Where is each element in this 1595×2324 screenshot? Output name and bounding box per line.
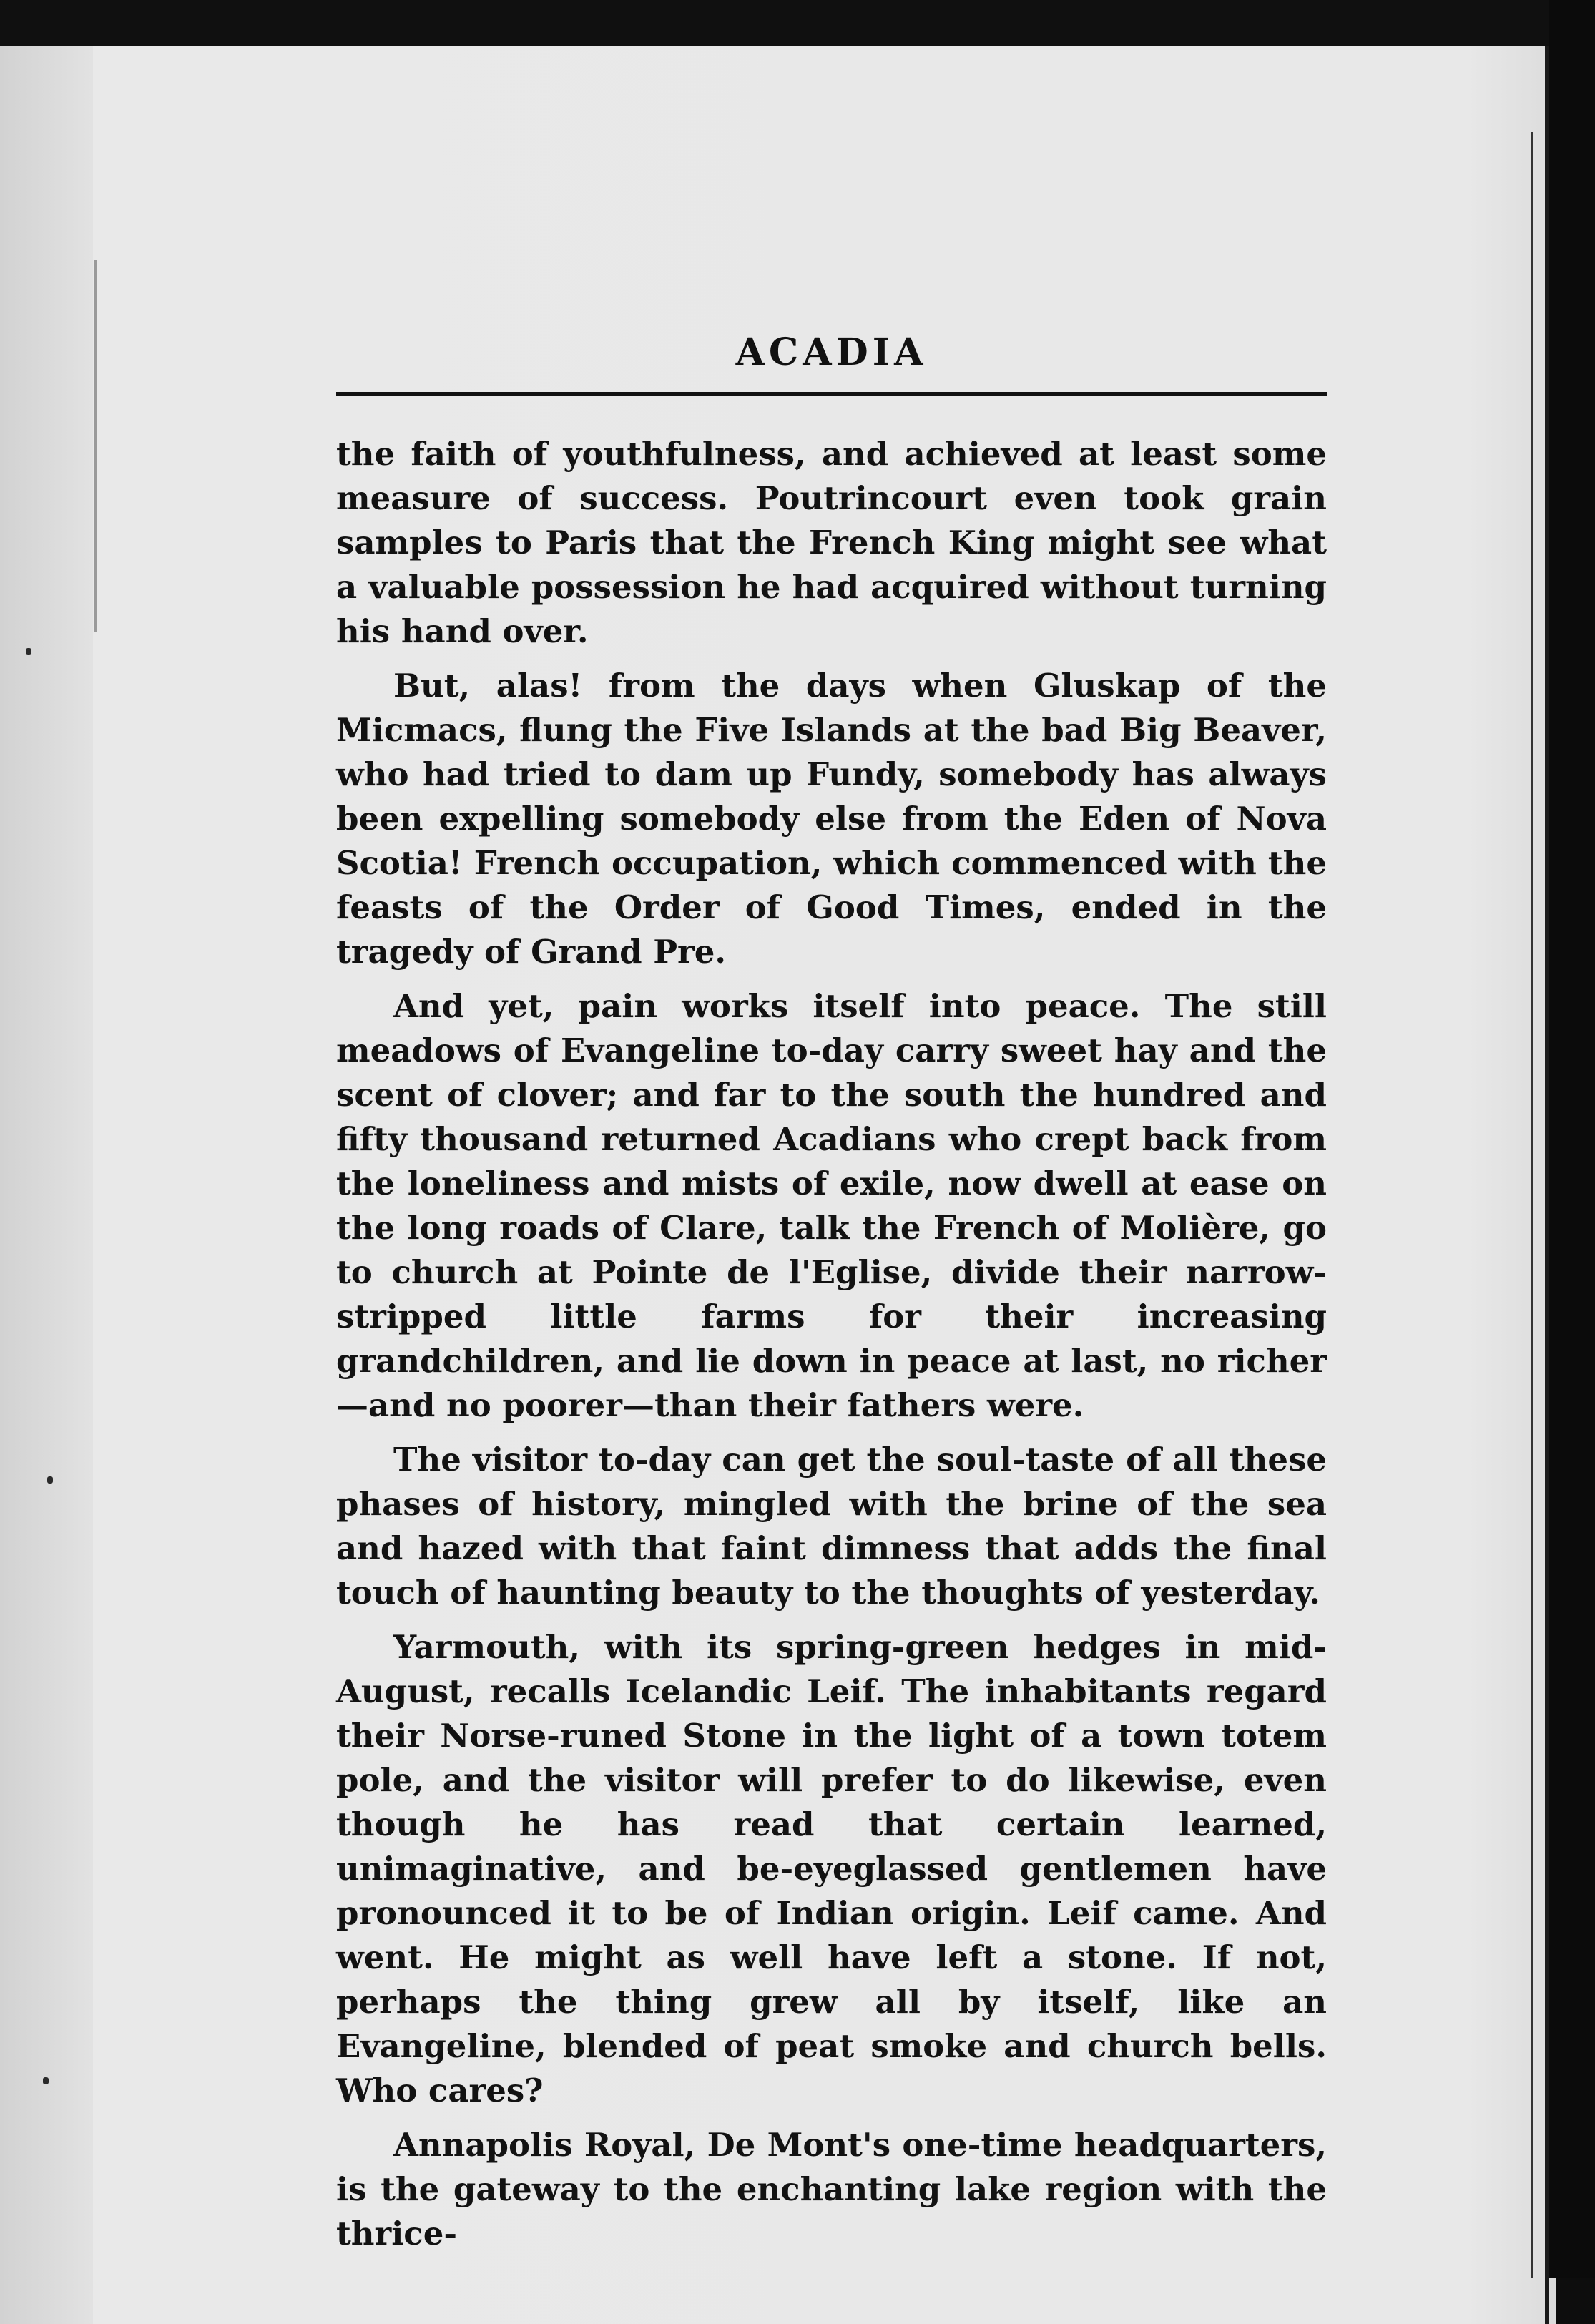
- page-edge-shadow: [1531, 132, 1533, 2278]
- paragraph-2: But, alas! from the days when Gluskap of the Micmacs, flung the Five Islands at the bad Big Beaver, who had tried to dam up Fundy, somebody has always been expelling somebody else from the Eden of Nova Scotia! French occupation, which commenced with the feasts of the Order of Good Times, ended in the tragedy of Grand Pre.: [336, 667, 1327, 971]
- paragraph-5: Yarmouth, with its spring-green hedges in mid-August, recalls Icelandic Leif. The inhabitants regard their Norse-runed Stone in the light of a town totem pole, and the visitor will prefer to do likewise, even though he has read that certain learned, unimaginative, and be-eyeglassed gentlemen have pronounced it to be of Indian origin. Leif came. And went. He might as well have left a stone. If not, perhaps the thing grew all by itself, like an Evangeline, blended of peat smoke and church bells. Who cares?: [336, 1628, 1327, 2109]
- scan-speck: [43, 2077, 49, 2084]
- header-rule: [336, 392, 1327, 396]
- paper-sheet: [0, 46, 1556, 2324]
- paragraph-4: The visitor to-day can get the soul-taste of all these phases of history, mingled with the brine of the sea and hazed with that faint dimness that adds the final touch of haunting beauty to the thoughts of yesterday.: [336, 1441, 1327, 1612]
- scan-speck: [26, 648, 31, 655]
- body-text: [336, 432, 1327, 2266]
- scan-top-border: [0, 0, 1595, 46]
- paragraph-3: And yet, pain works itself into peace. The still meadows of Evangeline to-day carry sweet hay and the scent of clover; and far to the south the hundred and fifty thousand returned Acadians who crept back from the loneliness and mists of exile, now dwell at ease on the long roads of Clare, talk the French of Molière, go to church at Pointe de l'Eglise, divide their narrow-stripped little farms for their increasing grandchildren, and lie down in peace at last, no richer—and no poorer—than their fathers were.: [336, 987, 1327, 1424]
- running-head: ACADIA: [735, 330, 928, 374]
- paragraph-1: the faith of youthfulness, and achieved at least some measure of success. Poutrincourt even took grain samples to Paris that the French King might see what a valuable possession he had acquired without turning his hand over.: [336, 435, 1327, 650]
- scan-speck: [47, 1476, 53, 1484]
- scan-right-border: [1549, 0, 1595, 2278]
- paragraph-6: Annapolis Royal, De Mont's one-time headquarters, is the gateway to the enchanting lake region with the thrice-: [336, 2126, 1327, 2252]
- binding-mark: [94, 260, 97, 632]
- paper-left-shadow: [0, 46, 93, 2324]
